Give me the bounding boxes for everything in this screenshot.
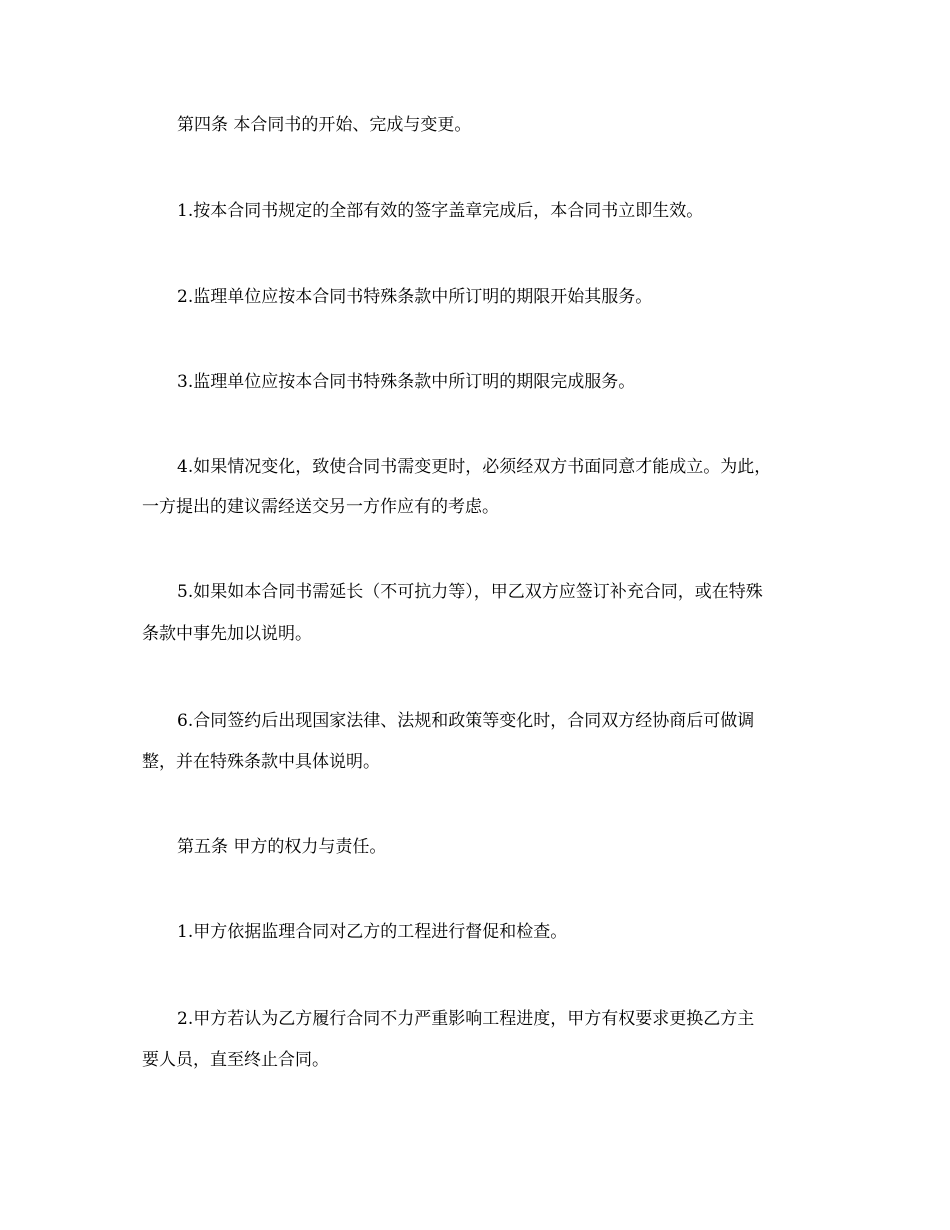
- article-4-clause-3: 3.监理单位应按本合同书特殊条款中所订明的期限完成服务。: [177, 372, 636, 392]
- article-4-clause-4-line-2: 一方提出的建议需经送交另一方作应有的考虑。: [142, 497, 499, 517]
- article-4-heading: 第四条 本合同书的开始、完成与变更。: [177, 115, 472, 135]
- article-4-clause-2: 2.监理单位应按本合同书特殊条款中所订明的期限开始其服务。: [177, 287, 653, 307]
- article-4-clause-5-line-1: 5.如果如本合同书需延长（不可抗力等），甲乙双方应签订补充合同，或在特殊: [177, 582, 763, 602]
- article-5-clause-2-line-1: 2.甲方若认为乙方履行合同不力严重影响工程进度，甲方有权要求更换乙方主: [177, 1009, 755, 1029]
- article-4-clause-6-line-2: 整，并在特殊条款中具体说明。: [142, 752, 380, 772]
- article-4-clause-1: 1.按本合同书规定的全部有效的签字盖章完成后，本合同书立即生效。: [177, 201, 704, 221]
- article-5-clause-1: 1.甲方依据监理合同对乙方的工程进行督促和检查。: [177, 922, 568, 942]
- article-5-clause-2-line-2: 要人员，直至终止合同。: [142, 1050, 329, 1070]
- article-4-clause-4-line-1: 4.如果情况变化，致使合同书需变更时，必须经双方书面同意才能成立。为此，: [177, 457, 772, 477]
- article-4-clause-6-line-1: 6.合同签约后出现国家法律、法规和政策等变化时，合同双方经协商后可做调: [177, 711, 755, 731]
- article-4-clause-5-line-2: 条款中事先加以说明。: [142, 624, 312, 644]
- article-5-heading: 第五条 甲方的权力与责任。: [177, 837, 387, 857]
